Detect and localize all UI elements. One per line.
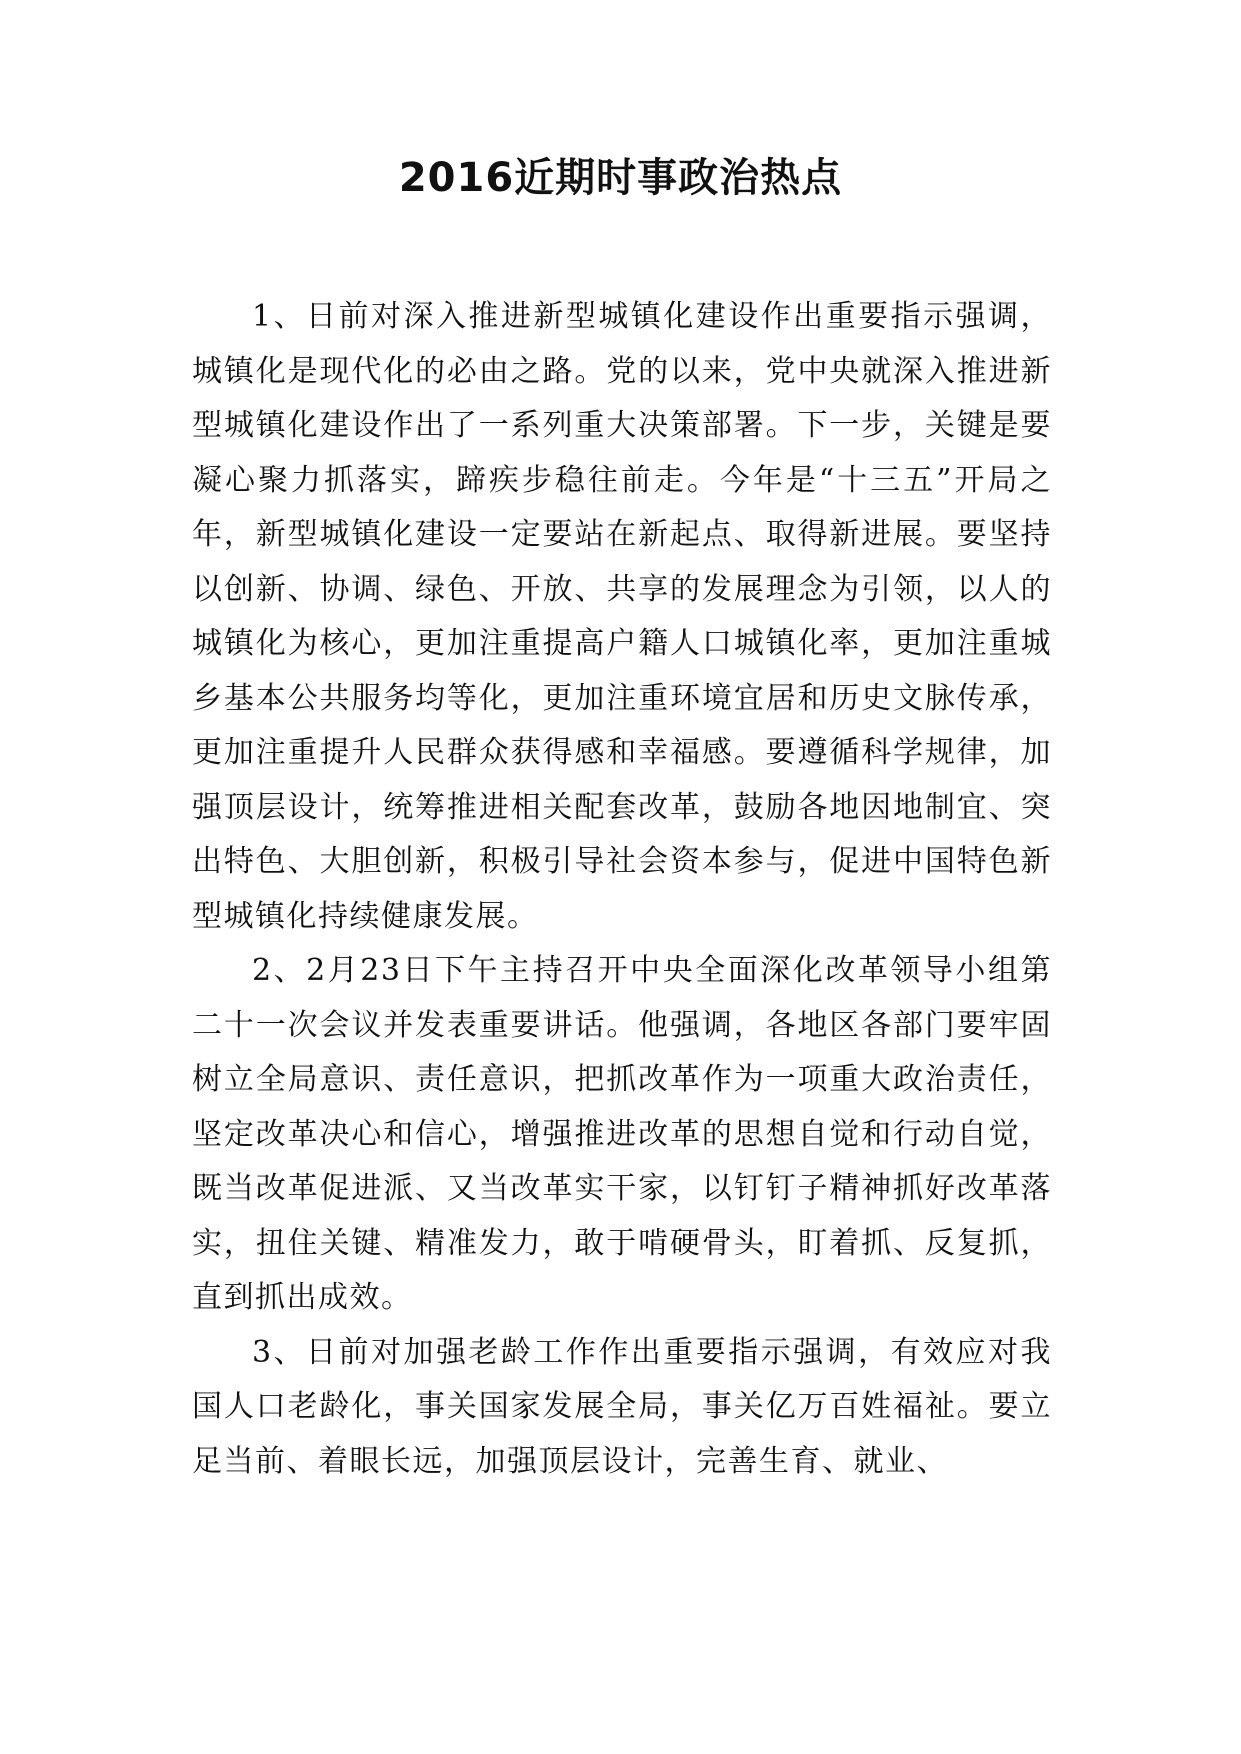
paragraph-1: 1、日前对深入推进新型城镇化建设作出重要指示强调，城镇化是现代化的必由之路。党的以来，党中央就深入推进新型城镇化建设作出了一系列重大决策部署。下一步，关键是要凝心聚力抓落实，蹄疾步稳往前走。今年是“十三五”开局之年，新型城镇化建设一定要站在新起点、取得新进展。要坚持以创新、协调、绿色、开放、共享的发展理念为引领，以人的城镇化为核心，更加注重提高户籍人口城镇化率，更加注重城乡基本公共服务均等化，更加注重环境宜居和历史文脉传承，更加注重提升人民群众获得感和幸福感。要遵循科学规律，加强顶层设计，统筹推进相关配套改革，鼓励各地因地制宜、突出特色、大胆创新，积极引导社会资本参与，促进中国特色新型城镇化持续健康发展。: [192, 299, 1052, 934]
document-body: [192, 290, 1052, 1489]
paragraph-2: 2、2月23日下午主持召开中央全面深化改革领导小组第二十一次会议并发表重要讲话。他强调，各地区各部门要牢固树立全局意识、责任意识，把抓改革作为一项重大政治责任，坚定改革决心和信心，增强推进改革的思想自觉和行动自觉，既当改革促进派、又当改革实干家，以钉钉子精神抓好改革落实，扭住关键、精准发力，敢于啃硬骨头，盯着抓、反复抓，直到抓出成效。: [192, 953, 1052, 1315]
paragraph-3: 3、日前对加强老龄工作作出重要指示强调，有效应对我国人口老龄化，事关国家发展全局，事关亿万百姓福祉。要立足当前、着眼长远，加强顶层设计，完善生育、就业、: [192, 1334, 1052, 1479]
document-title: 2016近期时事政治热点: [398, 155, 843, 201]
